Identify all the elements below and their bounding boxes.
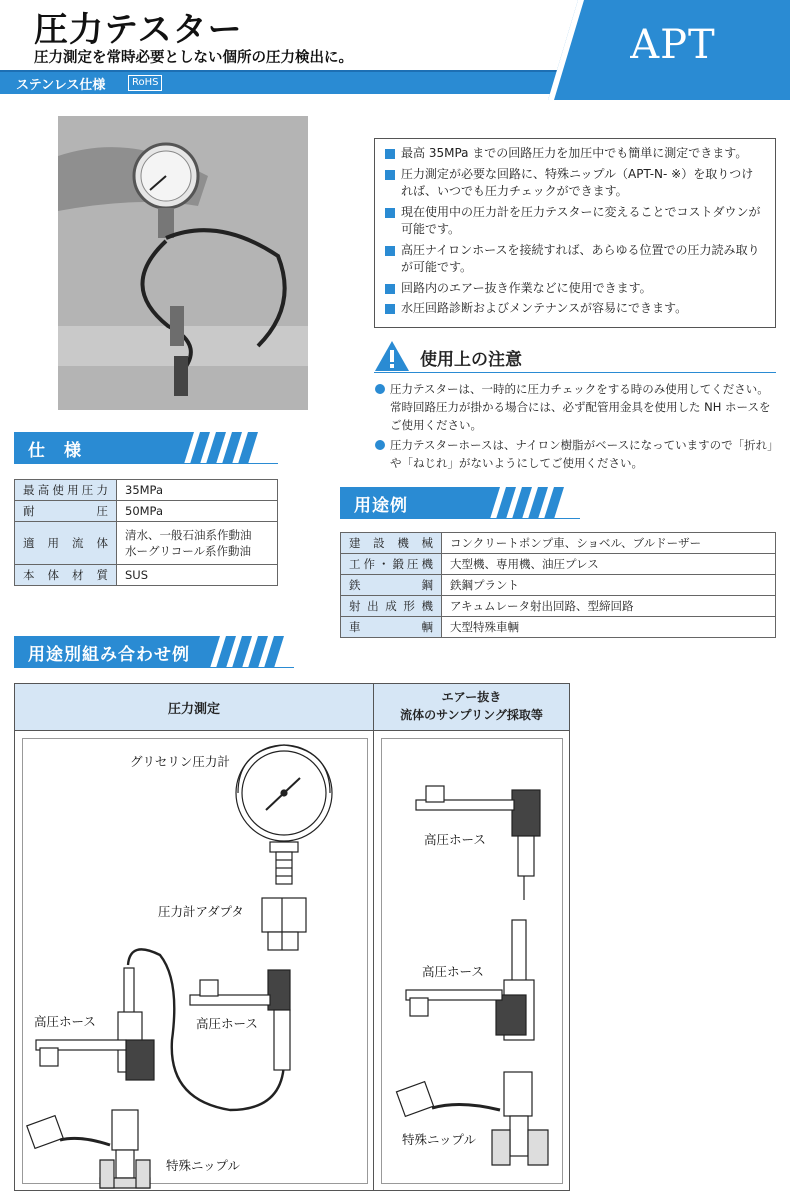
square-bullet-icon [385,284,395,294]
table-row [341,596,776,617]
label-nipple-right: 特殊ニップル [402,1132,477,1147]
circle-bullet-icon [375,440,385,450]
square-bullet-icon [385,149,395,159]
feature-item: 現在使用中の圧力計を圧力テスターに変えることでコストダウンが可能です。 [385,204,765,239]
combo-col-left-title: 圧力測定 [167,702,220,717]
feature-item: 水圧回路診断およびメンテナンスが容易にできます。 [385,300,765,318]
table-row [341,533,776,554]
model-code: APT [630,22,716,68]
table-row [15,480,278,501]
label-nipple-left: 特殊ニップル [166,1158,241,1173]
table-row [341,554,776,575]
square-bullet-icon [385,170,395,180]
combo-divider [373,683,374,1191]
table-row [341,617,776,638]
uses-heading-label: 用途例 [354,496,408,516]
uses-table [340,532,776,638]
uses-key: 射出成形機 [341,596,442,617]
table-row [15,501,278,522]
square-bullet-icon [385,304,395,314]
uses-key: 工作・鍛圧機 [341,554,442,575]
combo-col-right-title: エアー抜き [441,690,502,704]
spec-table [14,479,278,586]
product-photo [58,116,308,410]
spec-key: 耐圧 [15,501,117,522]
caution-title: 使用上の注意 [420,350,522,370]
combo-col-right-subtitle: 流体のサンプリング採取等 [400,708,543,722]
spec-key: 本体材質 [15,565,117,586]
caution-list [374,380,778,474]
feature-item: 最高 35MPa までの回路圧力を加圧中でも簡単に測定できます。 [385,145,765,163]
uses-value: 鉄鋼プラント [442,575,776,596]
table-row [15,565,278,586]
caution-rule [374,372,776,373]
uses-heading [340,487,580,519]
feature-list [374,138,776,328]
material-band-label: ステンレス仕様 [16,78,106,93]
label-hose-left: 高圧ホース [34,1014,96,1029]
label-gauge: グリセリン圧力計 [130,754,230,769]
combo-panel-right [381,738,563,1184]
circle-bullet-icon [375,384,385,394]
spec-heading-label: 仕 様 [28,441,82,461]
caution-item: 圧力テスターは、一時的に圧力チェックをする時のみ使用してください。常時回路圧力が掛かる場合には、必ず配管用金具を使用した NH ホースをご使用ください。 [374,380,778,434]
uses-key: 建設機械 [341,533,442,554]
spec-heading [14,432,278,464]
table-row [341,575,776,596]
square-bullet-icon [385,246,395,256]
combo-heading-label: 用途別組み合わせ例 [28,645,190,665]
spec-key: 適用流体 [15,522,117,565]
label-hose-right-1: 高圧ホース [424,832,486,847]
page-title: 圧力テスター [34,10,243,50]
feature-item: 圧力測定が必要な回路に、特殊ニップル（APT-N- ※）を取りつければ、いつでも圧力チェックができます。 [385,166,765,201]
feature-item: 回路内のエアー抜き作業などに使用できます。 [385,280,765,298]
uses-value: 大型特殊車輌 [442,617,776,638]
label-hose-right-2: 高圧ホース [422,964,484,979]
spec-value: 清水、一般石油系作動油 水ーグリコール系作動油 [117,522,278,565]
spec-value: SUS [117,565,278,586]
feature-item: 高圧ナイロンホースを接続すれば、あらゆる位置での圧力読み取りが可能です。 [385,242,765,277]
warning-icon [374,340,410,372]
uses-key: 鉄鋼 [341,575,442,596]
spec-key: 最高使用圧力 [15,480,117,501]
label-hose-mid: 高圧ホース [196,1016,258,1031]
label-adapter: 圧力計アダプタ [158,904,244,919]
square-bullet-icon [385,208,395,218]
page-subtitle: 圧力測定を常時必要としない個所の圧力検出に。 [34,50,353,66]
uses-value: コンクリートポンプ車、ショベル、ブルドーザー [442,533,776,554]
uses-key: 車輌 [341,617,442,638]
combo-heading [14,636,294,668]
uses-value: アキュムレータ射出回路、型締回路 [442,596,776,617]
uses-value: 大型機、専用機、油圧プレス [442,554,776,575]
table-row [15,522,278,565]
caution-item: 圧力テスターホースは、ナイロン樹脂がベースになっていますので「折れ」や「ねじれ」がないようにしてご使用ください。 [374,436,778,472]
combo-panel-left [22,738,368,1184]
spec-value: 50MPa [117,501,278,522]
rohs-badge: RoHS [128,75,162,91]
spec-value: 35MPa [117,480,278,501]
